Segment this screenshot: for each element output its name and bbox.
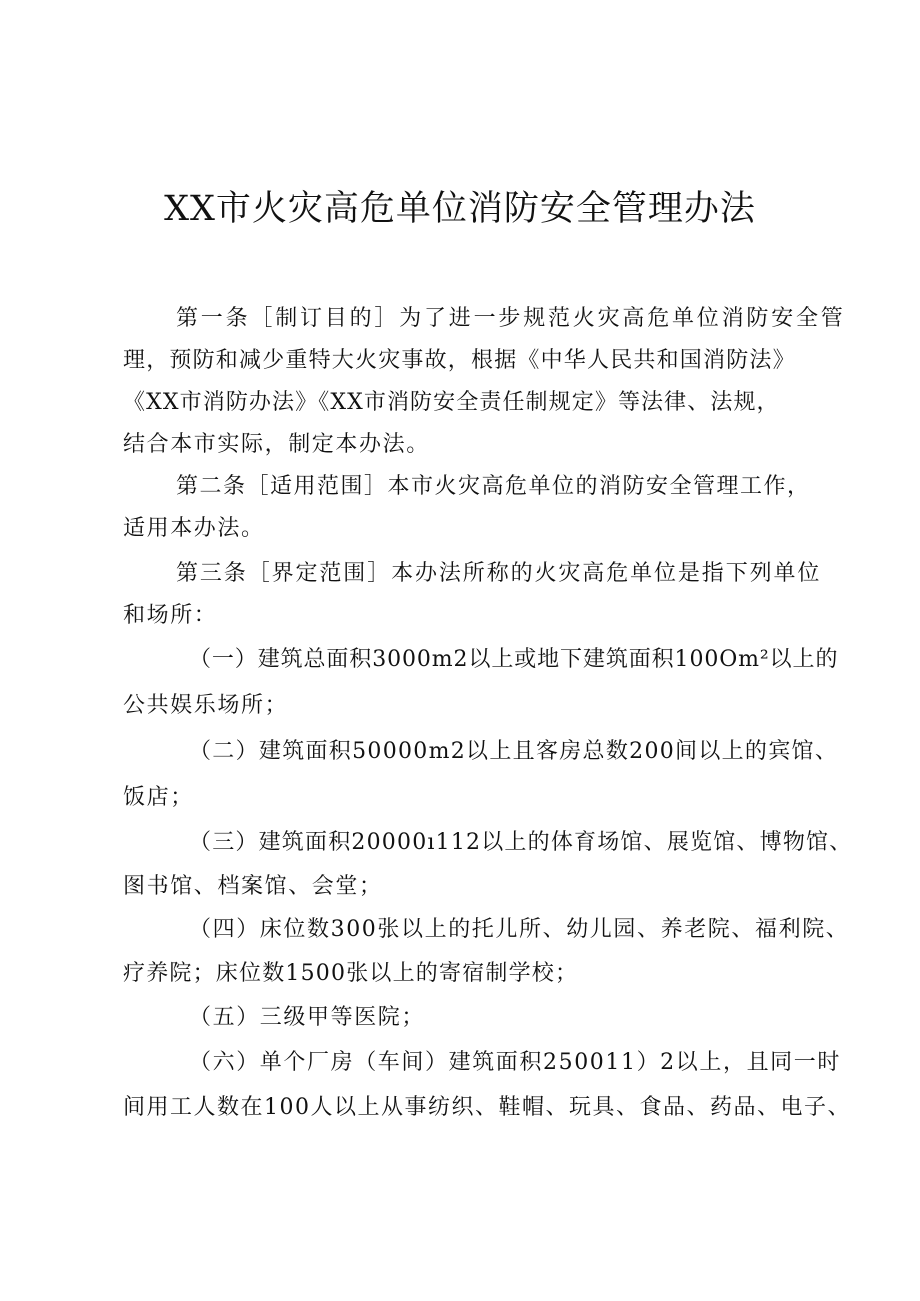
item-5-line-1: （五）三级甲等医院； [189, 1005, 426, 1030]
item-6-line-2: 间用工人数在100人以上从事纺织、鞋帽、玩具、食品、药品、电子、 [123, 1095, 851, 1120]
item-3-line-1: （三）建筑面积20000ı112以上的体育场馆、展览馆、博物馆、 [189, 830, 853, 855]
item-2-line-1: （二）建筑面积50000m2以上且客房总数200间以上的宾馆、 [189, 739, 839, 764]
article-1-line-3: 《XX市消防办法》《XX市消防安全责任制规定》等法律、法规， [123, 390, 780, 415]
item-1-line-1: （一）建筑总面积3000m2以上或地下建筑面积100Om²以上的 [189, 647, 839, 672]
article-1-line-1: 第一条［制订目的］为了进一步规范火灾高危单位消防安全管 [176, 306, 846, 331]
item-4-line-1: （四）床位数300张以上的托儿所、幼儿园、养老院、福利院、 [189, 917, 850, 942]
item-4-line-2: 疗养院；床位数1500张以上的寄宿制学校； [123, 961, 579, 986]
item-6-line-1: （六）单个厂房（车间）建筑面积250011）2以上，且同一时 [189, 1050, 841, 1075]
article-2-line-1: 第二条［适用范围］本市火灾高危单位的消防安全管理工作， [176, 474, 811, 499]
document-title: XX市火灾高危单位消防安全管理办法 [164, 189, 756, 229]
item-1-line-2: 公共娱乐场所； [123, 693, 289, 718]
article-3-line-1: 第三条［界定范围］本办法所称的火灾高危单位是指下列单位 [176, 561, 822, 586]
item-2-line-2: 饭店； [123, 785, 194, 810]
article-3-line-2: 和场所： [123, 603, 218, 628]
item-3-line-2: 图书馆、档案馆、会堂； [123, 874, 383, 899]
article-2-line-2: 适用本办法。 [123, 516, 265, 541]
article-1-line-4: 结合本市实际，制定本办法。 [123, 432, 430, 457]
article-1-line-2: 理，预防和减少重特大火灾事故，根据《中华人民共和国消防法》 [123, 348, 796, 373]
